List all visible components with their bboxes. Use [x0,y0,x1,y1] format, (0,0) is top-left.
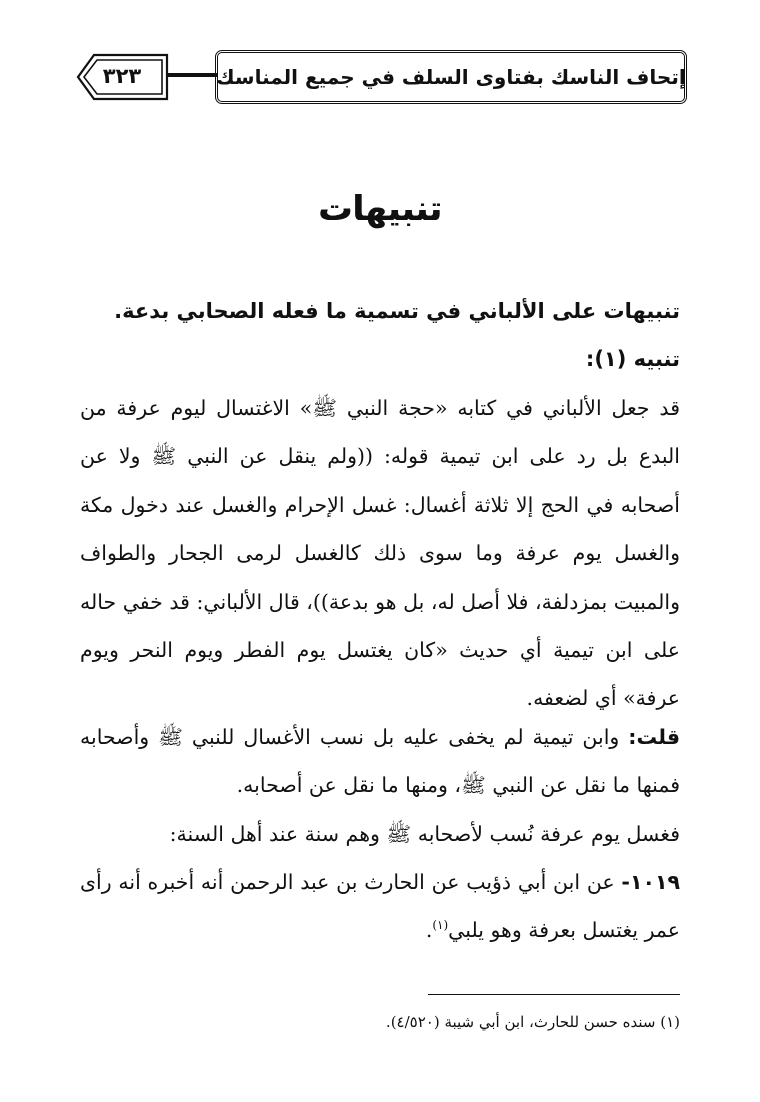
running-header-title: إتحاف الناسك بفتاوى السلف في جميع المناسك [215,50,687,104]
paragraph-2-lead: قلت: [628,725,680,749]
paragraph-2-text: وابن تيمية لم يخفى عليه بل نسب الأغسال للنبي ﷺ وأصحابه فمنها ما نقل عن النبي ﷺ، ومنها ما نقل عن أصحابه. [80,725,680,798]
page-number-badge [74,52,170,102]
hadith-end: . [425,918,433,943]
note-label: تنبيه (١): [585,347,680,371]
footnote-marker[interactable]: (١) [432,918,449,933]
page-number: ٣٢٣ [102,64,142,88]
footnote-rule [428,994,680,995]
footnote: (١) سنده حسن للحارث، ابن أبي شيبة (٤/٥٢٠). [385,1013,680,1031]
paragraph-4 [80,858,680,955]
hadith-number: ١٠١٩- [621,870,680,894]
header-rule [168,73,217,77]
paragraph-3: فغسل يوم عرفة نُسب لأصحابه ﷺ وهم سنة عند أهل السنة: [169,822,680,846]
section-title: تنبيهات [318,189,442,229]
hadith-text: عن ابن أبي ذؤيب عن الحارث بن عبد الرحمن أنه أخبره أنه رأى عمر يغتسل بعرفة وهو يلبي [80,870,680,943]
paragraph-1: قد جعل الألباني في كتابه «حجة النبي ﷺ» الاغتسال ليوم عرفة من البدع بل رد على ابن تيمية قوله: ((ولم ينقل عن النبي ﷺ ولا عن أصحابه في الحج إلا ثلاثة أغسال: غسل الإحرام والغسل عند دخول مكة والغسل يوم عرفة وما سوى ذلك كالغسل لرمى الجحار والطواف والمبيت بمزدلفة، فلا أصل له، بل هو بدعة))، قال الألباني: قد خفي حاله على ابن تيمية أي حديث «كان يغتسل يوم الفطر ويوم النحر ويوم عرفة» أي لضعفه. [80,396,680,711]
subheading: تنبيهات على الألباني في تسمية ما فعله الصحابي بدعة. [114,299,680,323]
paragraph-2 [80,713,680,810]
